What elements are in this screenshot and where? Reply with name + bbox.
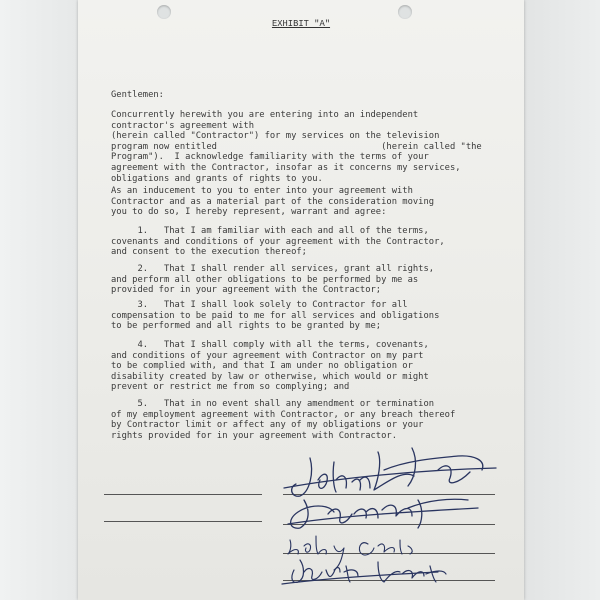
signature-john (284, 448, 496, 496)
background-right (524, 0, 600, 600)
clause-3: 3. That I shall look solely to Contractor for all compensation to be paid to me for all services and obligations to be performed and all rights to be granted by me; (111, 300, 440, 332)
signatures (78, 0, 524, 600)
intro-paragraph: Concurrently herewith you are entering into an independent contractor's agreement with (herein called "Contractor") for my services on the television program now entitled (herein called "the Program"). I acknowledge familiarity with the terms of your agreement with the Contractor, insofar as it concerns my services, obligations and grants of rights to you. (111, 110, 482, 184)
clause-2: 2. That I shall render all services, grant all rights, and perform all other obligations to be performed by me as provided for in your agreement with the Contractor; (111, 264, 435, 296)
clause-1: 1. That I am familiar with each and all of the terms, covenants and conditions of your agreement with the Contractor, and consent to the execution thereof; (111, 226, 445, 258)
inducement-paragraph: As an inducement to you to enter into your agreement with Contractor and as a material part of the consideration moving you to do so, I hereby represent, warrant and agree: (111, 186, 435, 218)
document-page (78, 0, 524, 600)
clause-4: 4. That I shall comply with all the terms, covenants, and conditions of your agreement with Contractor on my part to be complied with, and that I am under no obligation or disability created by law or otherwise, which would or might prevent or restrict me from so complying; and (111, 340, 429, 393)
signature-bobby (288, 536, 412, 570)
signature-dean (288, 499, 478, 528)
exhibit-title: EXHIBIT "A" (271, 19, 331, 29)
signature-david (282, 560, 446, 584)
background-left (0, 0, 78, 600)
salutation: Gentlemen: (111, 90, 164, 100)
clause-5: 5. That in no event shall any amendment or termination of my employment agreement with Contractor, or any breach thereof by Contractor limit or affect any of my obligations or your rights provided for in your agreement with Contractor. (111, 399, 456, 441)
